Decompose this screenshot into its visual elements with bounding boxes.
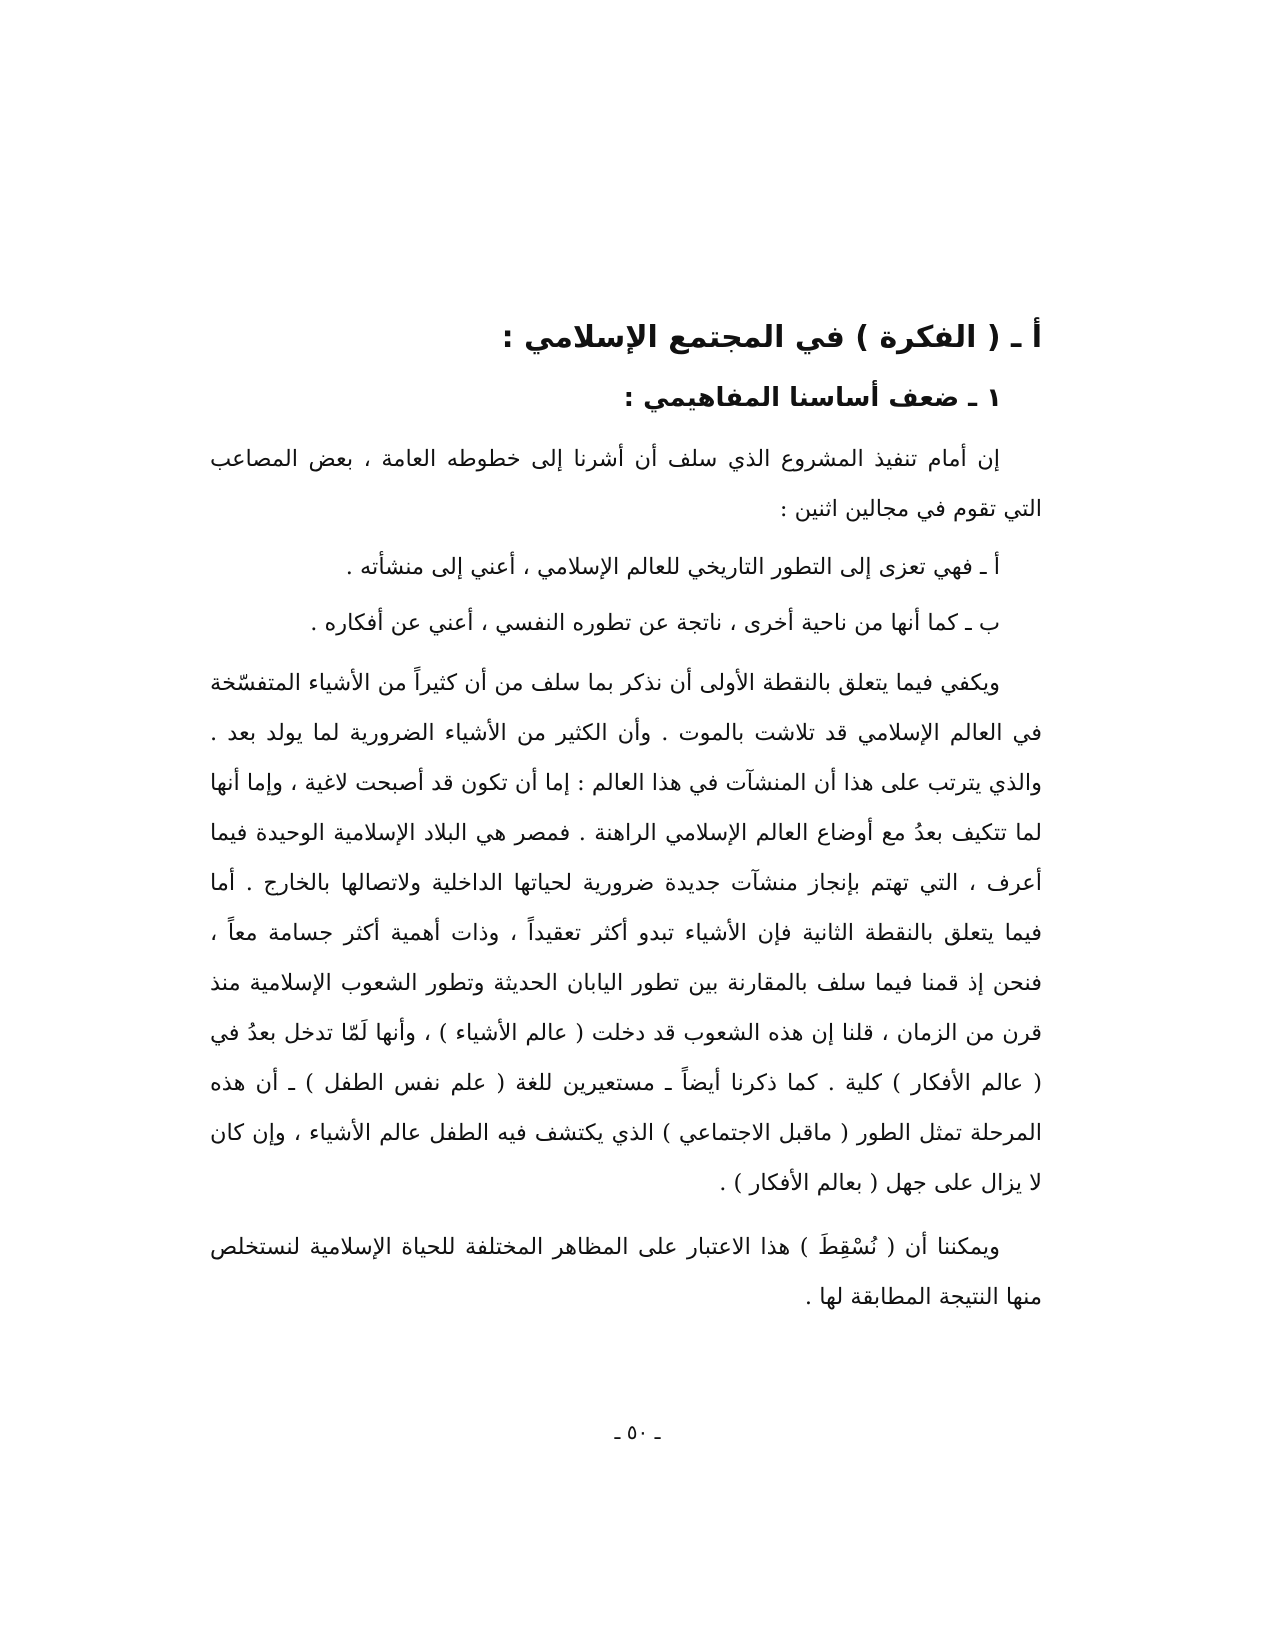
paragraph-main: ويكفي فيما يتعلق بالنقطة الأولى أن نذكر بما سلف من أن كثيراً من الأشياء المتفسّخة في العالم الإسلامي قد تلاشت بالموت . وأن الكثير من الأشياء الضرورية لما يولد بعد . والذي يترتب على هذا أن المنشآت في هذا العالم : إما أن تكون قد أصبحت لاغية ، وإما أنها لما تتكيف بعدُ مع أوضاع العالم الإسلامي الراهنة . فمصر هي البلاد الإسلامية الوحيدة فيما أعرف ، التي تهتم بإنجاز منشآت جديدة ضرورية لحياتها الداخلية ولاتصالها بالخارج . أما فيما يتعلق بالنقطة الثانية فإن الأشياء تبدو أكثر تعقيداً ، وذات أهمية أكثر جسامة معاً ، فنحن إذ قمنا فيما سلف بالمقارنة بين تطور اليابان الحديثة وتطور الشعوب الإسلامية منذ قرن من الزمان ، قلنا إن هذه الشعوب قد دخلت ( عالم الأشياء ) ، وأنها لَمّا تدخل بعدُ في ( عالم الأفكار ) كلية . كما ذكرنا أيضاً ـ مستعيرين للغة ( علم نفس الطفل ) ـ أن هذه المرحلة تمثل الطور ( ماقبل الاجتماعي ) الذي يكتشف فيه الطفل عالم الأشياء ، وإن كان لا يزال على جهل ( بعالم الأفكار ) . — [210, 670, 1042, 1196]
list-item-a: أ ـ فهي تعزى إلى التطور التاريخي للعالم الإسلامي ، أعني إلى منشأته . — [345, 554, 1000, 580]
subsection-heading: ١ ـ ضعف أساسنا المفاهيمي : — [623, 383, 1002, 413]
section-heading: أ ـ ( الفكرة ) في المجتمع الإسلامي : — [501, 320, 1042, 355]
paragraph-closing: ويمكننا أن ( نُسْقِطَ ) هذا الاعتبار على المظاهر المختلفة للحياة الإسلامية لنستخلص منها النتيجة المطابقة لها . — [210, 1234, 1042, 1310]
page-body — [210, 318, 1042, 1322]
paragraph-intro: إن أمام تنفيذ المشروع الذي سلف أن أشرنا إلى خطوطه العامة ، بعض المصاعب التي تقوم في مجالين اثنين : — [210, 446, 1042, 522]
list-item-b: ب ـ كما أنها من ناحية أخرى ، ناتجة عن تطوره النفسي ، أعني عن أفكاره . — [310, 610, 1000, 636]
page-number: ـ ٥٠ ـ — [614, 1420, 661, 1444]
